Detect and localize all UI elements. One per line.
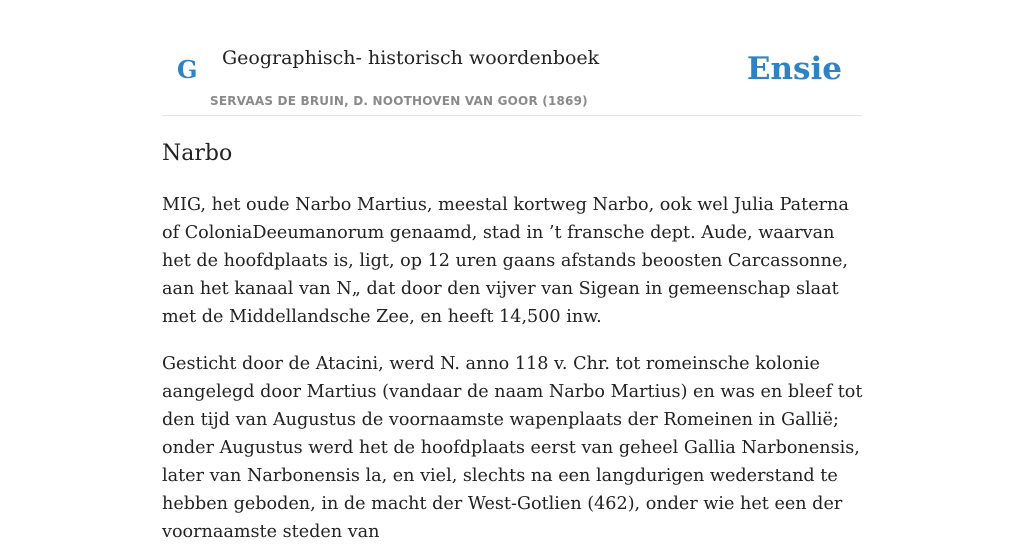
entry-paragraph: MIG, het oude Narbo Martius, meestal kortweg Narbo, ook wel Julia Paterna of ColoniaDeeumanorum genaamd, stad in ’t fransche dept. Aude, waarvan het de hoofdplaats is, ligt, op 12 uren gaans afstands beoosten Carcassonne, aan het kanaal van N„ dat door den vijver van Sigean in gemeenschap slaat met de Middellandsche Zee, en heeft 14,500 inw. [162, 195, 849, 327]
book-logo-icon[interactable]: G [177, 55, 198, 84]
entry-content [162, 138, 866, 546]
entry-paragraph: Gesticht door de Atacini, werd N. anno 118 v. Chr. tot romeinsche kolonie aangelegd door Martius (vandaar de naam Narbo Martius) en was en bleef tot den tijd van Augustus de voornaamste wapenplaats der Romeinen in Gallië; onder Augustus werd het de hoofdplaats eerst van geheel Gallia Narbonensis, later van Narbonensis la, en viel, slechts na een langdurigen wederstand te hebben geboden, in de macht der West-Gotlien (462), onder wie het een der voornaamste steden van [162, 354, 863, 542]
book-header [162, 0, 862, 116]
ensie-logo-link[interactable]: Ensie [746, 51, 842, 87]
book-title-link[interactable]: Geographisch- historisch woordenboek [222, 47, 600, 69]
book-author-line: SERVAAS DE BRUIN, D. NOOTHOVEN VAN GOOR (1869) [210, 94, 588, 108]
entry-title: Narbo [162, 141, 233, 166]
